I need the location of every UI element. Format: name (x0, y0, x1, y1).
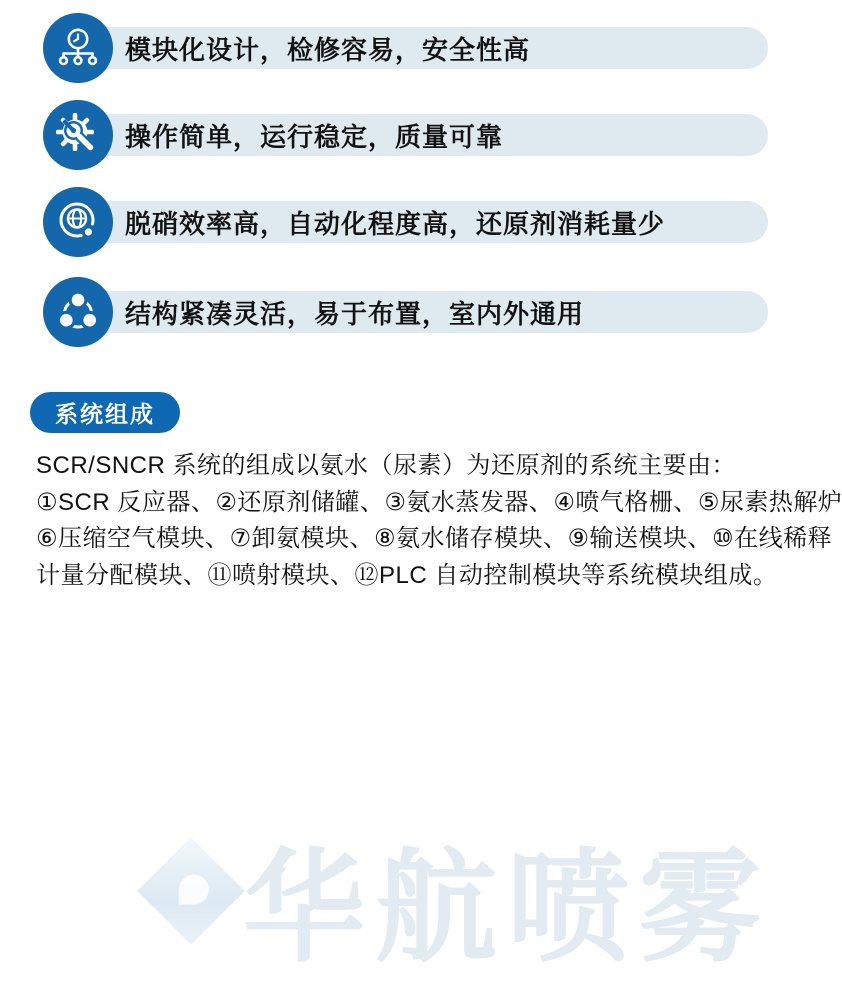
clock-hierarchy-icon (43, 13, 113, 83)
watermark-droplet-icon (179, 875, 209, 905)
watermark-text: 华航喷雾 (243, 840, 771, 976)
feature-pill (84, 201, 768, 243)
feature-pill (84, 291, 768, 333)
composition-paragraph (36, 448, 842, 594)
composition-line: ①SCR 反应器、②还原剂储罐、③氨水蒸发器、④喷气格栅、⑤尿素热解炉 (36, 488, 842, 516)
section-badge-label: 系统组成 (55, 401, 155, 427)
feature-row-compact-structure (0, 277, 790, 347)
watermark-logo-diamond (137, 837, 244, 944)
section-badge-system-composition (30, 392, 180, 433)
feature-row-high-efficiency (0, 187, 790, 257)
feature-text: 脱硝效率高，自动化程度高，还原剂消耗量少 (125, 208, 666, 239)
feature-row-modular-design (0, 13, 790, 83)
feature-text: 结构紧凑灵活，易于布置，室内外通用 (125, 298, 585, 329)
feature-row-easy-operation (0, 100, 790, 170)
feature-text: 操作简单，运行稳定，质量可靠 (125, 121, 504, 152)
composition-line: ⑥压缩空气模块、⑦卸氨模块、⑧氨水储存模块、⑨输送模块、⑩在线稀释 (36, 525, 833, 552)
feature-text: 模块化设计，检修容易，安全性高 (125, 34, 531, 65)
molecule-icon (43, 277, 113, 347)
feature-pill (84, 27, 768, 69)
composition-line: SCR/SNCR 系统的组成以氨水（尿素）为还原剂的系统主要由： (36, 452, 737, 479)
feature-pill (84, 114, 768, 156)
globe-network-icon (43, 187, 113, 257)
composition-line: 计量分配模块、⑪喷射模块、⑫PLC 自动控制模块等系统模块组成。 (36, 561, 778, 589)
gear-wrench-icon (43, 100, 113, 170)
